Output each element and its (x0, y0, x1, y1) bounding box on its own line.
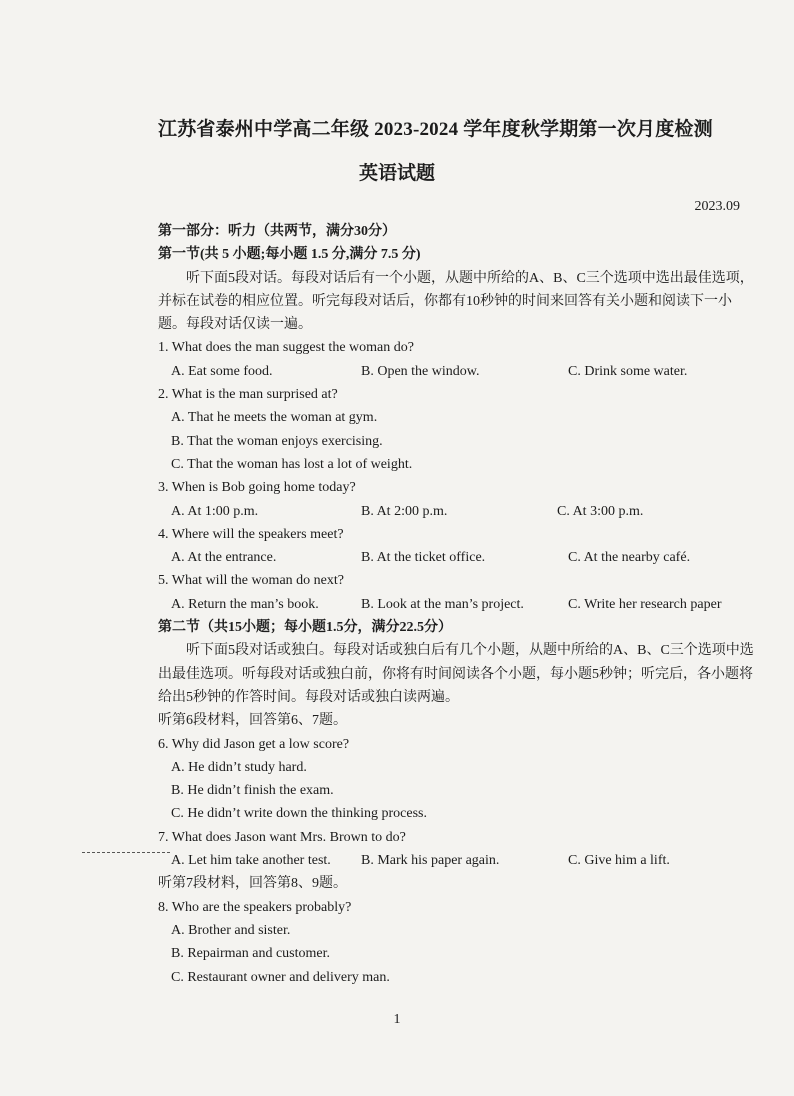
exam-body (158, 220, 754, 989)
question-8-option-c: C. Restaurant owner and delivery man. (171, 969, 390, 985)
question-7-option-c: C. Give him a lift. (568, 853, 670, 869)
question-3-option-b: B. At 2:00 p.m. (361, 503, 448, 519)
question-2-option-b: B. That the woman enjoys exercising. (171, 433, 383, 449)
page-number: 1 (393, 1012, 401, 1027)
question-1-option-c: C. Drink some water. (568, 363, 688, 379)
part1-heading: 第一部分：听力（共两节，满分30分） (158, 224, 396, 239)
question-8-option-b: B. Repairman and customer. (171, 946, 331, 962)
question-4-option-b: B. At the ticket office. (361, 550, 486, 566)
question-1-stem: 1. What does the man suggest the woman do? (158, 340, 414, 356)
question-3-options (158, 500, 754, 523)
question-1-options (158, 360, 754, 383)
question-7-options (158, 849, 754, 872)
question-6-stem: 6. Why did Jason get a low score? (158, 736, 350, 752)
question-7-option-a: A. Let him take another test. (171, 853, 331, 869)
question-7-option-b: B. Mark his paper again. (361, 853, 500, 869)
question-5-stem: 5. What will the woman do next? (158, 573, 344, 589)
question-3-option-c: C. At 3:00 p.m. (557, 503, 644, 519)
question-3-option-a: A. At 1:00 p.m. (171, 503, 259, 519)
exam-subtitle: 英语试题 (358, 163, 435, 184)
exam-date: 2023.09 (694, 199, 740, 214)
section2-heading: 第二节（共15小题；每小题1.5分，满分22.5分） (158, 620, 452, 636)
question-5-option-c: C. Write her research paper (568, 596, 722, 612)
section1-instructions: 听下面5段对话。每段对话后有一个小题，从题中所给的A、B、C三个选项中选出最佳选项，并标在试卷的相应位置。听完每段对话后，你都有10秒钟的时间来回答有关小题和阅读下一小题。每段对话仅读一遍。 (158, 270, 754, 333)
question-4-option-c: C. At the nearby café. (568, 550, 691, 566)
question-4-options (158, 546, 754, 569)
question-1-option-a: A. Eat some food. (171, 363, 273, 379)
question-8-option-a: A. Brother and sister. (171, 922, 291, 938)
question-4-option-a: A. At the entrance. (171, 550, 277, 566)
question-7-stem: 7. What does Jason want Mrs. Brown to do? (158, 829, 406, 845)
section2-instructions: 听下面5段对话或独白。每段对话或独白后有几个小题，从题中所给的A、B、C三个选项中选出最佳选项。听每段对话或独白前，你将有时间阅读各个小题，每小题5秒钟；听完后，各小题将给出5秒钟的作答时间。每段对话或独白读两遍。 (158, 643, 754, 705)
question-5-option-b: B. Look at the man’s project. (361, 596, 524, 612)
section1-heading: 第一节(共 5 小题;每小题 1.5 分,满分 7.5 分) (158, 247, 421, 263)
material-7-note: 听第7段材料，回答第8、9题。 (158, 876, 347, 892)
scan-mark-dash (82, 852, 170, 853)
question-5-options (158, 593, 754, 616)
exam-title: 江苏省泰州中学高二年级 2023-2024 学年度秋学期第一次月度检测 (158, 119, 713, 140)
question-3-stem: 3. When is Bob going home today? (158, 480, 356, 496)
question-6-option-b: B. He didn’t finish the exam. (171, 783, 334, 799)
question-4-stem: 4. Where will the speakers meet? (158, 526, 344, 542)
question-1-option-b: B. Open the window. (361, 363, 480, 379)
question-8-stem: 8. Who are the speakers probably? (158, 899, 352, 915)
material-6-note: 听第6段材料，回答第6、7题。 (158, 713, 347, 729)
question-6-option-c: C. He didn’t write down the thinking process. (171, 806, 427, 822)
question-5-option-a: A. Return the man’s book. (171, 596, 319, 612)
question-6-option-a: A. He didn’t study hard. (171, 759, 307, 775)
question-2-option-a: A. That he meets the woman at gym. (171, 410, 378, 426)
question-2-stem: 2. What is the man surprised at? (158, 387, 338, 403)
question-2-option-c: C. That the woman has lost a lot of weight. (171, 456, 413, 472)
